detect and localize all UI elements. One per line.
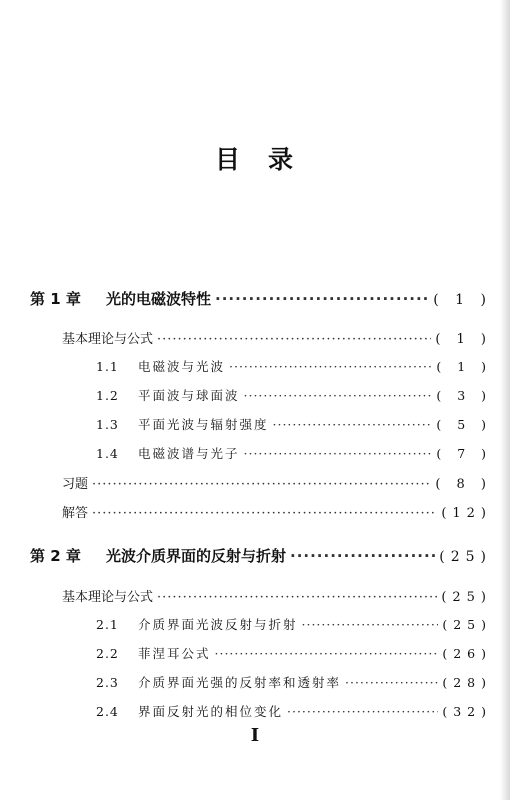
chapter-title: 光的电磁波特性	[106, 290, 212, 308]
subsection-number: 2.1	[96, 617, 119, 632]
page-ref: (25)	[442, 617, 492, 632]
page-ref: (26)	[442, 646, 492, 661]
section-title: 基本理论与公式	[62, 590, 154, 605]
page-ref: (12)	[441, 506, 492, 521]
section-title: 解答	[62, 506, 89, 521]
subsection-title: 平面光波与辐射强度	[138, 417, 269, 432]
toc-subsection-2-1[interactable]	[96, 615, 492, 633]
toc-chapter-2[interactable]	[30, 545, 492, 566]
page-ref: (28)	[442, 675, 492, 690]
leader-dots	[157, 590, 437, 605]
page-ref: ( 7 )	[436, 446, 492, 461]
page-ref: ( 8 )	[435, 477, 492, 492]
subsection-title: 电磁波谱与光子	[138, 446, 240, 461]
page-edge-shadow	[500, 0, 510, 800]
leader-dots	[215, 646, 439, 661]
page-ref: (32)	[442, 704, 492, 719]
subsection-title: 介质界面光强的反射率和透射率	[138, 675, 342, 690]
toc-section-theory-2[interactable]	[62, 586, 492, 605]
title-char-right: 录	[268, 145, 296, 174]
leader-dots	[229, 359, 432, 374]
subsection-number: 1.2	[96, 388, 119, 403]
title-char-left: 目	[214, 145, 242, 174]
chapter-title: 光波介质界面的反射与折射	[106, 547, 287, 565]
page-ref: ( 1 )	[436, 359, 492, 374]
leader-dots	[157, 332, 431, 347]
leader-dots	[273, 417, 433, 432]
leader-dots	[92, 477, 431, 492]
subsection-number: 2.2	[96, 646, 119, 661]
toc-subsection-2-4[interactable]	[96, 702, 492, 720]
leader-dots	[215, 290, 429, 308]
toc-section-answers-1[interactable]	[62, 502, 492, 521]
leader-dots	[302, 617, 439, 632]
toc-section-exercises-1[interactable]	[62, 473, 492, 492]
subsection-number: 2.4	[96, 704, 119, 719]
page-title	[0, 140, 510, 176]
toc-subsection-1-2[interactable]	[96, 386, 492, 404]
leader-dots	[244, 388, 433, 403]
subsection-title: 界面反射光的相位变化	[138, 704, 284, 719]
toc-subsection-1-3[interactable]	[96, 415, 492, 433]
subsection-number: 1.3	[96, 417, 119, 432]
subsection-title: 介质界面光波反射与折射	[138, 617, 298, 632]
subsection-number: 1.4	[96, 446, 119, 461]
subsection-title: 电磁波与光波	[138, 359, 226, 374]
subsection-title: 菲涅耳公式	[138, 646, 211, 661]
leader-dots	[244, 446, 433, 461]
subsection-title: 平面波与球面波	[138, 388, 240, 403]
toc-section-theory-1[interactable]	[62, 328, 492, 347]
leader-dots	[92, 506, 437, 521]
page-ref: ( 5 )	[436, 417, 492, 432]
leader-dots	[290, 547, 435, 565]
page-ref: ( 1 )	[435, 332, 492, 347]
page-ref: ( 3 )	[436, 388, 492, 403]
page-ref: (25)	[439, 549, 492, 565]
section-title: 习题	[62, 477, 89, 492]
section-title: 基本理论与公式	[62, 332, 154, 347]
leader-dots	[287, 704, 438, 719]
page-ref: ( 1 )	[433, 292, 492, 308]
leader-dots	[345, 675, 438, 690]
page-number: I	[250, 725, 260, 746]
subsection-number: 1.1	[96, 359, 119, 374]
toc-subsection-2-2[interactable]	[96, 644, 492, 662]
page-ref: (25)	[441, 590, 492, 605]
subsection-number: 2.3	[96, 675, 119, 690]
chapter-number: 第 2 章	[30, 547, 81, 565]
toc-subsection-1-4[interactable]	[96, 444, 492, 462]
chapter-number: 第 1 章	[30, 290, 81, 308]
toc-subsection-1-1[interactable]	[96, 357, 492, 375]
toc-chapter-1[interactable]	[30, 288, 492, 309]
toc-subsection-2-3[interactable]	[96, 673, 492, 691]
